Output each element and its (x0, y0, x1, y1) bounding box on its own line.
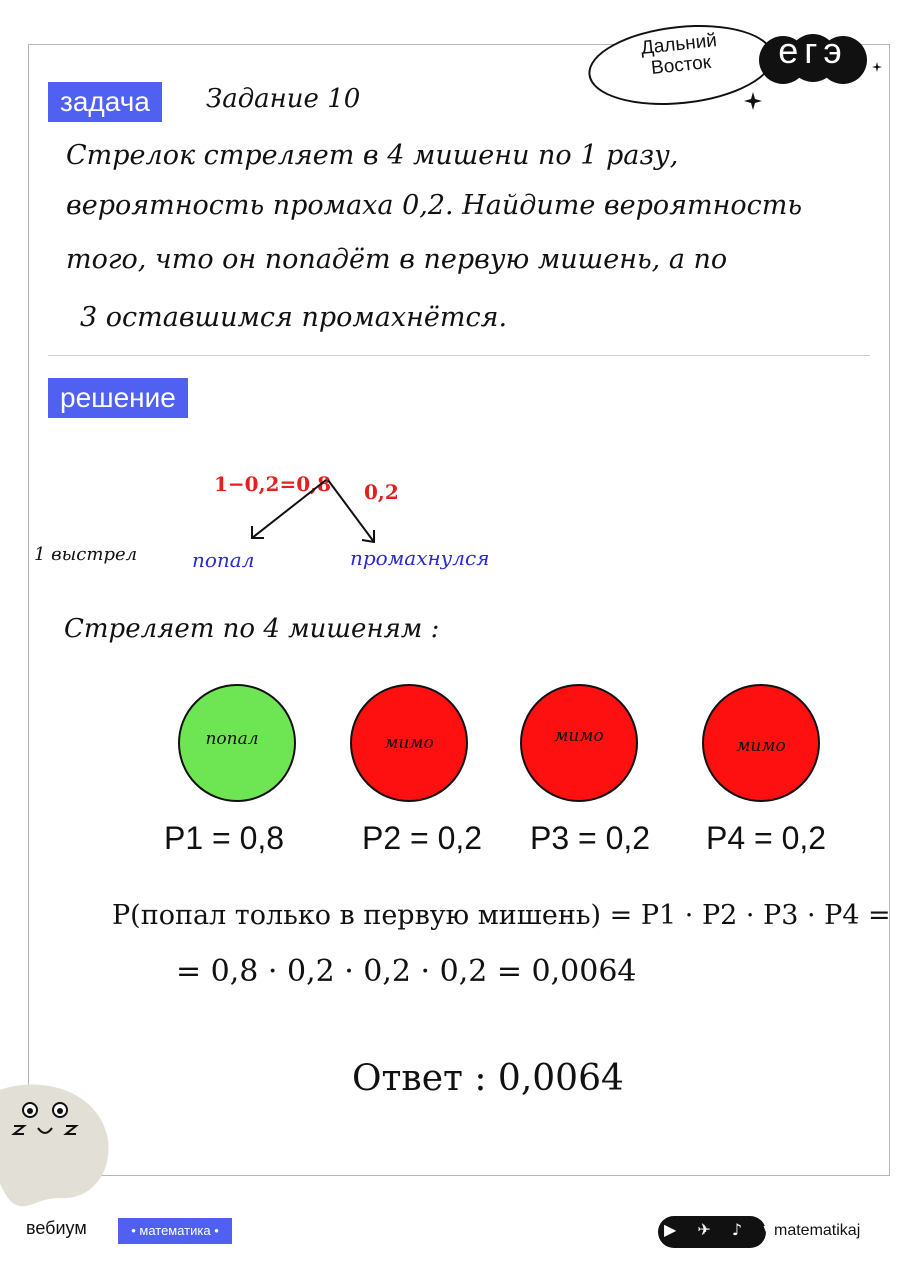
task-title: Задание 10 (206, 84, 361, 114)
footer-subject-badge: • математика • (118, 1218, 232, 1244)
sparkle-small-icon (872, 62, 882, 72)
tree-row-label: 1 выстрел (34, 544, 138, 565)
formula-line-1: P(попал только в первую мишень) = P1 · P2 · P3 · P4 = (112, 900, 891, 931)
task-line-3: того, что он попадёт в первую мишень, а по (66, 244, 728, 275)
target-2 (350, 684, 468, 802)
target-4-probability: P4 = 0,2 (706, 820, 827, 856)
ege-logo-text: егэ (778, 30, 848, 71)
tree-hit-probability: 1−0,2=0,8 (214, 472, 332, 496)
tree-miss-probability: 0,2 (364, 480, 399, 504)
footer-handle: matematikaj (774, 1222, 861, 1239)
target-4 (702, 684, 820, 802)
footer-brand: вебиум (26, 1218, 87, 1238)
formula-line-2: = 0,8 · 0,2 · 0,2 · 0,2 = 0,0064 (176, 954, 637, 989)
task-line-2: вероятность промаха 0,2. Найдите вероятность (66, 190, 803, 221)
brand-region-line2: Восток (650, 51, 713, 80)
social-icons: ▶ ✈ ♪ vk (664, 1220, 798, 1239)
target-2-label: мимо (384, 733, 434, 753)
target-3-probability: P3 = 0,2 (530, 820, 651, 856)
tree-hit-label: попал (192, 548, 255, 572)
target-2-probability: P2 = 0,2 (362, 820, 483, 856)
answer: Ответ : 0,0064 (352, 1058, 624, 1099)
solution-label: решение (48, 378, 188, 418)
target-4-label: мимо (736, 736, 786, 756)
tree-miss-label: промахнулся (350, 546, 490, 570)
mascot-ghost-icon (0, 1080, 112, 1210)
sparkle-icon (744, 92, 762, 110)
brand-region-line1: Дальний (639, 30, 718, 59)
task-line-4: 3 оставшимся промахнётся. (80, 302, 508, 333)
target-3-label: мимо (554, 726, 604, 746)
task-label: задача (48, 82, 162, 122)
target-3 (520, 684, 638, 802)
shoots-text: Стреляет по 4 мишеням : (64, 614, 440, 644)
section-divider (48, 355, 870, 356)
tree-arrows (240, 468, 390, 548)
target-1-probability: P1 = 0,8 (164, 820, 285, 856)
target-1 (178, 684, 296, 802)
task-line-1: Стрелок стреляет в 4 мишени по 1 разу, (66, 140, 679, 171)
target-1-label: попал (205, 729, 259, 749)
